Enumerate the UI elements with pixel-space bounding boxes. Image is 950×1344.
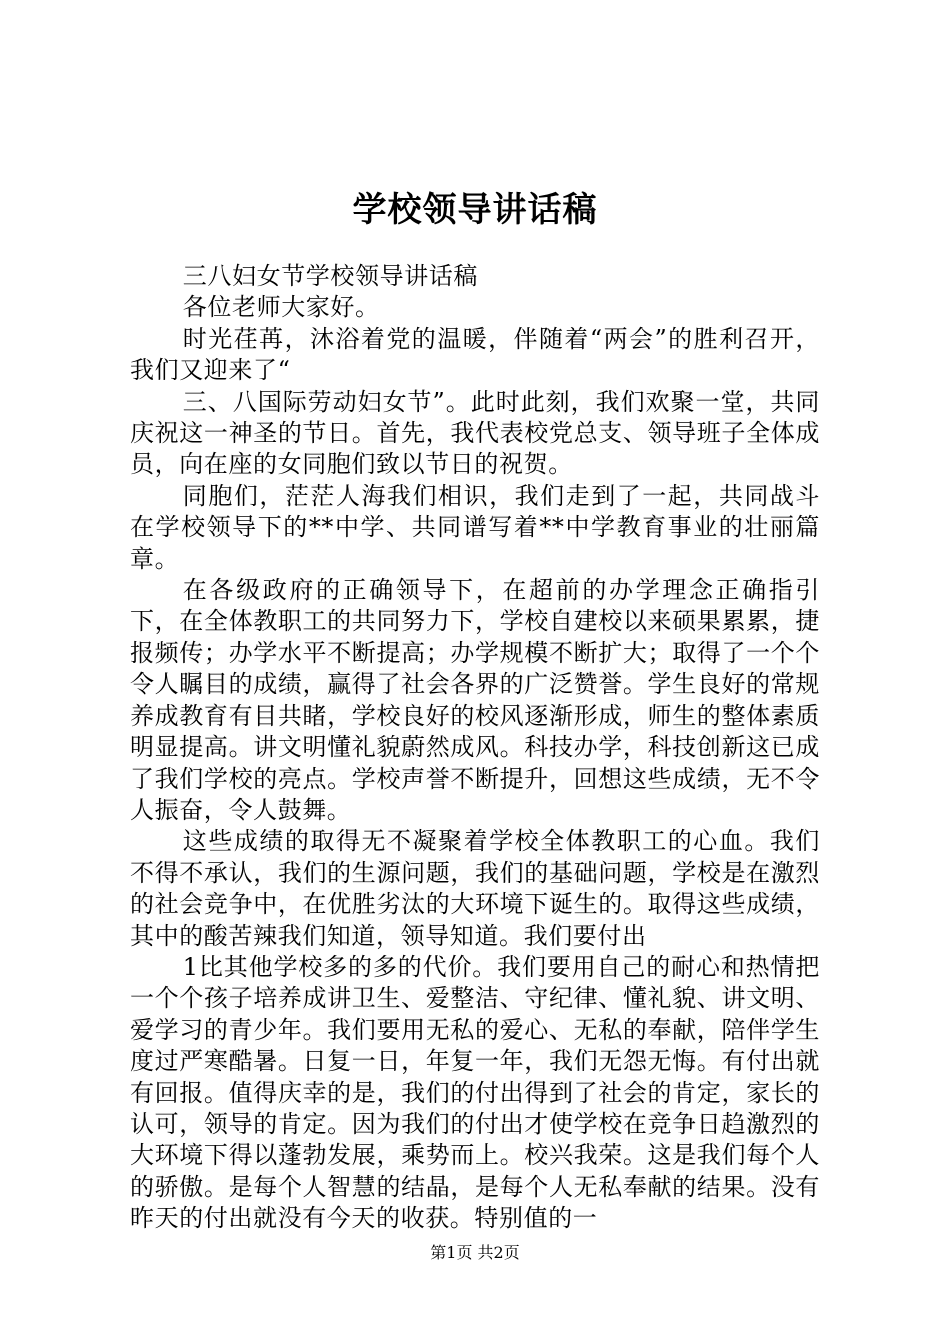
- document-body: [130, 261, 820, 1235]
- paragraph-colleagues: 同胞们，茫茫人海我们相识，我们走到了一起，共同战斗在学校领导下的**中学、共同谱写着**中学教育事业的壮丽篇章。: [130, 481, 820, 573]
- paragraph-opening: 时光荏苒，沐浴着党的温暖，伴随着“两会”的胜利召开，我们又迎来了“: [130, 324, 820, 385]
- paragraph-greeting: 各位老师大家好。: [182, 293, 380, 322]
- paragraph-celebration: 三、八国际劳动妇女节”。此时此刻，我们欢聚一堂，共同庆祝这一神圣的节日。首先，我代表校党总支、领导班子全体成员，向在座的女同胞们致以节日的祝贺。: [130, 387, 820, 479]
- paragraph-effort: 这些成绩的取得无不凝聚着学校全体教职工的心血。我们不得不承认，我们的生源问题，我们的基础问题，学校是在激烈的社会竞争中，在优胜劣汰的大环境下诞生的。取得这些成绩，其中的酸苦辣我们知道，领导知道。我们要付出: [130, 827, 820, 950]
- paragraph-dedication: 1比其他学校多的多的代价。我们要用自己的耐心和热情把一个个孩子培养成讲卫生、爱整洁、守纪律、懂礼貌、讲文明、爱学习的青少年。我们要用无私的爱心、无私的奉献，陪伴学生度过严寒酷暑。日复一日，年复一年，我们无怨无悔。有付出就有回报。值得庆幸的是，我们的付出得到了社会的肯定，家长的认可，领导的肯定。因为我们的付出才使学校在竞争日趋激烈的大环境下得以蓬勃发展，乘势而上。校兴我荣。这是我们每个人的骄傲。是每个人智慧的结晶，是每个人无私奉献的结果。没有昨天的付出就没有今天的收获。特别值的一: [130, 952, 820, 1233]
- paragraph-subtitle: 三八妇女节学校领导讲话稿: [182, 262, 478, 290]
- paragraph-achievements: 在各级政府的正确领导下，在超前的办学理念正确指引下，在全体教职工的共同努力下，学校自建校以来硕果累累，捷报频传；办学水平不断提高；办学规模不断扩大；取得了一个个令人瞩目的成绩，赢得了社会各界的广泛赞誉。学生良好的常规养成教育有目共睹，学校良好的校风逐渐形成，师生的整体素质明显提高。讲文明懂礼貌蔚然成风。科技办学，科技创新这已成了我们学校的亮点。学校声誉不断提升，回想这些成绩，无不令人振奋，令人鼓舞。: [130, 576, 820, 824]
- page-number-footer: 第1页 共2页: [430, 1243, 520, 1262]
- document-title: 学校领导讲话稿: [352, 190, 598, 230]
